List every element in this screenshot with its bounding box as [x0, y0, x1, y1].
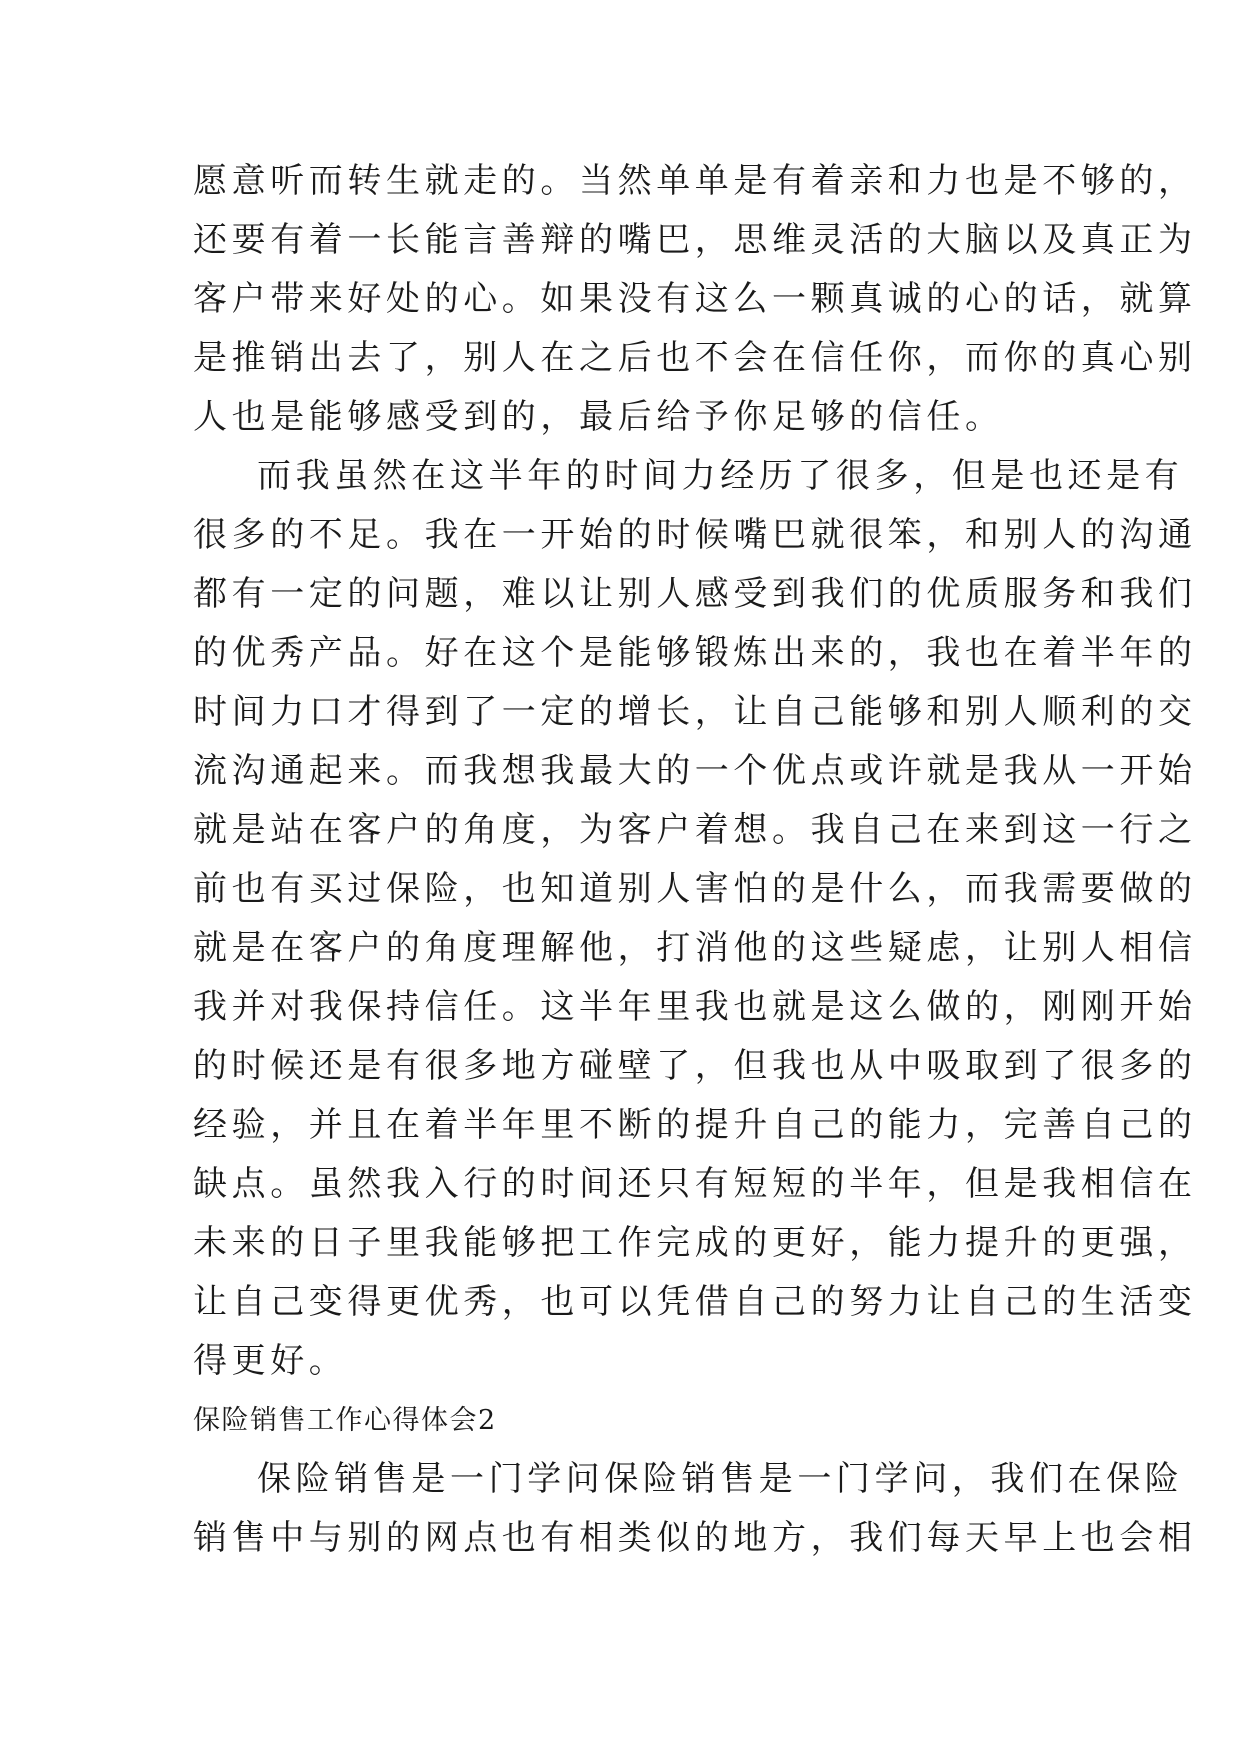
- text-line: 让自己变得更优秀，也可以凭借自己的努力让自己的生活变: [193, 1282, 1197, 1322]
- text-line: 的优秀产品。好在这个是能够锻炼出来的，我也在着半年的: [193, 633, 1197, 673]
- section-heading: 保险销售工作心得体会2: [193, 1405, 497, 1436]
- text-line: 销售中与别的网点也有相类似的地方，我们每天早上也会相: [193, 1518, 1197, 1558]
- text-line: 未来的日子里我能够把工作完成的更好，能力提升的更强，: [193, 1223, 1197, 1263]
- text-line: 经验，并且在着半年里不断的提升自己的能力，完善自己的: [193, 1105, 1197, 1145]
- text-line: 而我虽然在这半年的时间力经历了很多，但是也还是有: [257, 456, 1184, 496]
- document-body: [193, 152, 1197, 1568]
- paragraph-1: [193, 152, 1197, 447]
- text-line: 的时候还是有很多地方碰壁了，但我也从中吸取到了很多的: [193, 1046, 1197, 1086]
- text-line: 保险销售是一门学问保险销售是一门学问，我们在保险: [257, 1459, 1184, 1499]
- text-line: 得更好。: [193, 1341, 348, 1381]
- text-line: 是推销出去了，别人在之后也不会在信任你，而你的真心别: [193, 338, 1197, 378]
- text-line: 愿意听而转生就走的。当然单单是有着亲和力也是不够的，: [193, 161, 1197, 201]
- text-line: 人也是能够感受到的，最后给予你足够的信任。: [193, 397, 1004, 437]
- text-line: 客户带来好处的心。如果没有这么一颗真诚的心的话，就算: [193, 279, 1197, 319]
- text-line: 就是在客户的角度理解他，打消他的这些疑虑，让别人相信: [193, 928, 1197, 968]
- text-line: 流沟通起来。而我想我最大的一个优点或许就是我从一开始: [193, 751, 1197, 791]
- paragraph-2: [193, 447, 1197, 1391]
- text-line: 还要有着一长能言善辩的嘴巴，思维灵活的大脑以及真正为: [193, 220, 1197, 260]
- text-line: 我并对我保持信任。这半年里我也就是这么做的，刚刚开始: [193, 987, 1197, 1027]
- text-line: 很多的不足。我在一开始的时候嘴巴就很笨，和别人的沟通: [193, 515, 1197, 555]
- text-line: 时间力口才得到了一定的增长，让自己能够和别人顺利的交: [193, 692, 1197, 732]
- paragraph-3: [193, 1450, 1197, 1568]
- text-line: 缺点。虽然我入行的时间还只有短短的半年，但是我相信在: [193, 1164, 1197, 1204]
- text-line: 都有一定的问题，难以让别人感受到我们的优质服务和我们: [193, 574, 1197, 614]
- text-line: 就是站在客户的角度，为客户着想。我自己在来到这一行之: [193, 810, 1197, 850]
- text-line: 前也有买过保险，也知道别人害怕的是什么，而我需要做的: [193, 869, 1197, 909]
